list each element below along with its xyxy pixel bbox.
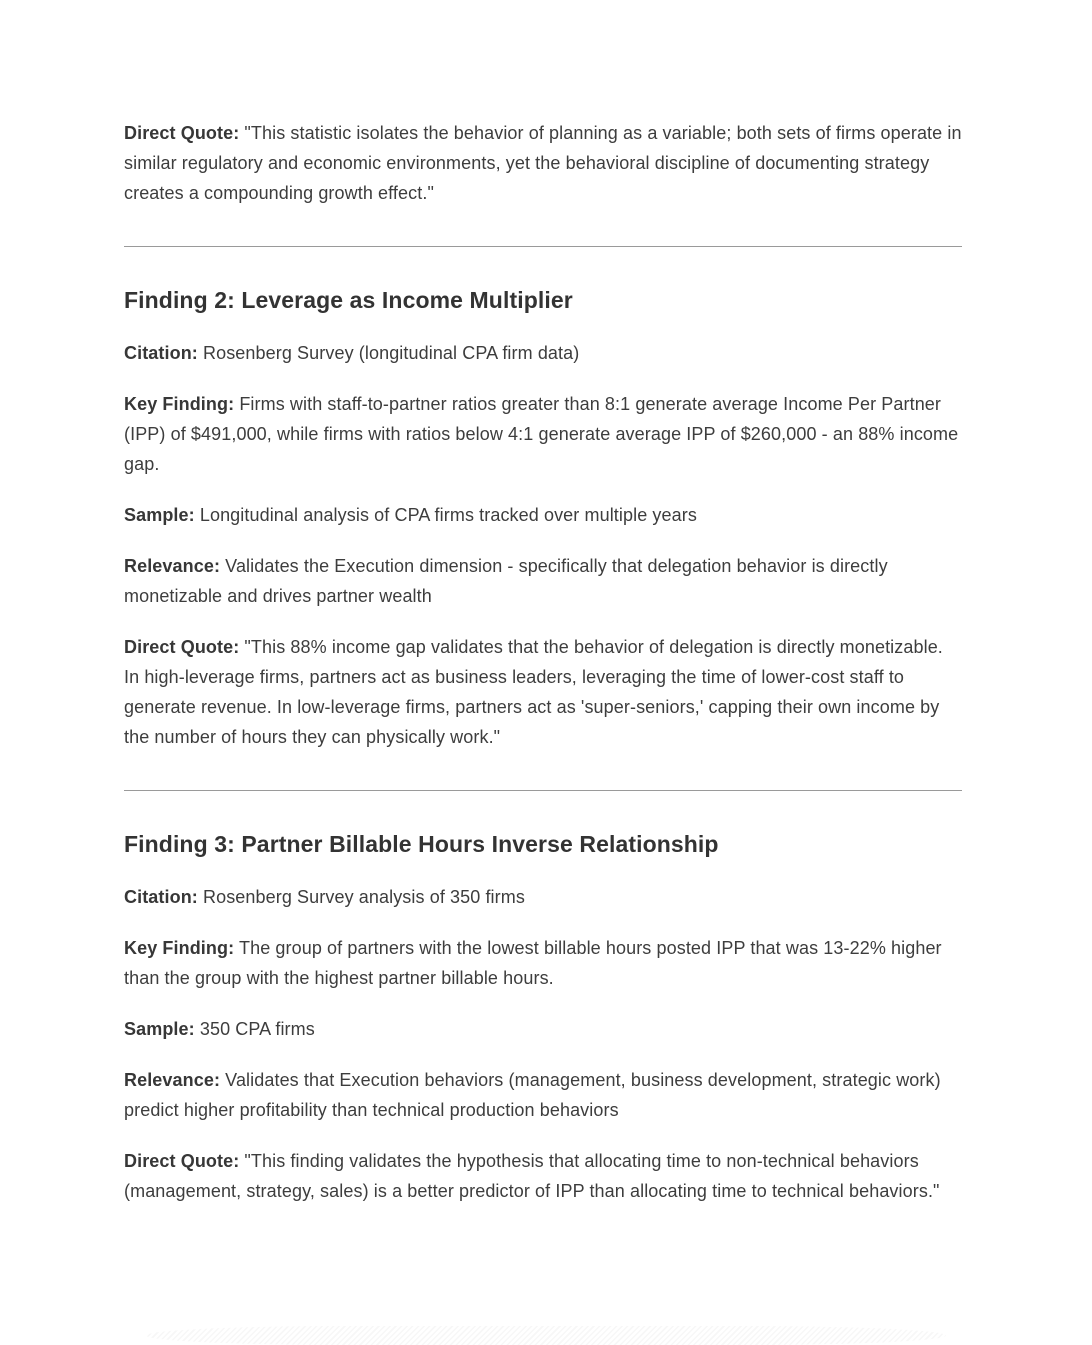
field-label: Sample: [124, 1019, 195, 1039]
finding-2-key-finding-paragraph [124, 389, 962, 479]
field-text: Rosenberg Survey (longitudinal CPA firm data) [203, 343, 580, 363]
finding-3-heading: Finding 3: Partner Billable Hours Inverse Relationship [124, 831, 719, 857]
field-text: "This finding validates the hypothesis that allocating time to non-technical behaviors (management, strategy, sales) is a better predictor of IPP than allocating time to technical behaviors." [124, 1151, 940, 1201]
section-divider [124, 790, 962, 791]
field-label: Direct Quote: [124, 637, 240, 657]
section-divider [124, 246, 962, 247]
finding-2-relevance-paragraph [124, 551, 962, 611]
field-text: "This statistic isolates the behavior of planning as a variable; both sets of firms operate in similar regulatory and economic environments, yet the behavioral discipline of documenting strategy creates a compounding growth effect." [124, 123, 962, 203]
field-text: Rosenberg Survey analysis of 350 firms [203, 887, 525, 907]
field-label: Key Finding: [124, 938, 235, 958]
field-label: Sample: [124, 505, 195, 525]
field-text: 350 CPA firms [199, 1019, 315, 1039]
field-text: The group of partners with the lowest billable hours posted IPP that was 13-22% higher than the group with the highest partner billable hours. [124, 938, 942, 988]
finding-2-citation-paragraph [124, 338, 962, 368]
field-label: Citation: [124, 343, 198, 363]
finding-3-key-finding-paragraph [124, 933, 962, 993]
field-text: Firms with staff-to-partner ratios greater than 8:1 generate average Income Per Partner (IPP) of $491,000, while firms with ratios below 4:1 generate average IPP of $260,000 - an 88% income gap. [124, 394, 959, 474]
field-label: Relevance: [124, 1070, 221, 1090]
field-text: Longitudinal analysis of CPA firms tracked over multiple years [199, 505, 697, 525]
field-label: Citation: [124, 887, 198, 907]
document-content [124, 0, 962, 1227]
field-label: Key Finding: [124, 394, 235, 414]
finding-3-direct-quote-paragraph [124, 1146, 962, 1206]
finding-2-direct-quote-paragraph [124, 632, 962, 752]
finding-3-sample-paragraph [124, 1014, 962, 1044]
next-page-edge [146, 1326, 946, 1345]
field-text: "This 88% income gap validates that the behavior of delegation is directly monetizable. In high-leverage firms, partners act as business leaders, leveraging the time of lower-cost staff to generate revenue. In low-leverage firms, partners act as 'super-seniors,' capping their own income by the number of hours they can physically work." [124, 637, 943, 747]
finding-3-citation-paragraph [124, 882, 962, 912]
field-text: Validates that Execution behaviors (management, business development, strategic work) predict higher profitability than technical production behaviors [124, 1070, 941, 1120]
finding-2-sample-paragraph [124, 500, 962, 530]
field-label: Relevance: [124, 556, 221, 576]
field-label: Direct Quote: [124, 123, 240, 143]
field-text: Validates the Execution dimension - specifically that delegation behavior is directly monetizable and drives partner wealth [124, 556, 888, 606]
field-label: Direct Quote: [124, 1151, 240, 1171]
finding-2-heading: Finding 2: Leverage as Income Multiplier [124, 287, 573, 313]
lead-direct-quote-paragraph [124, 118, 962, 208]
finding-3-relevance-paragraph [124, 1065, 962, 1125]
